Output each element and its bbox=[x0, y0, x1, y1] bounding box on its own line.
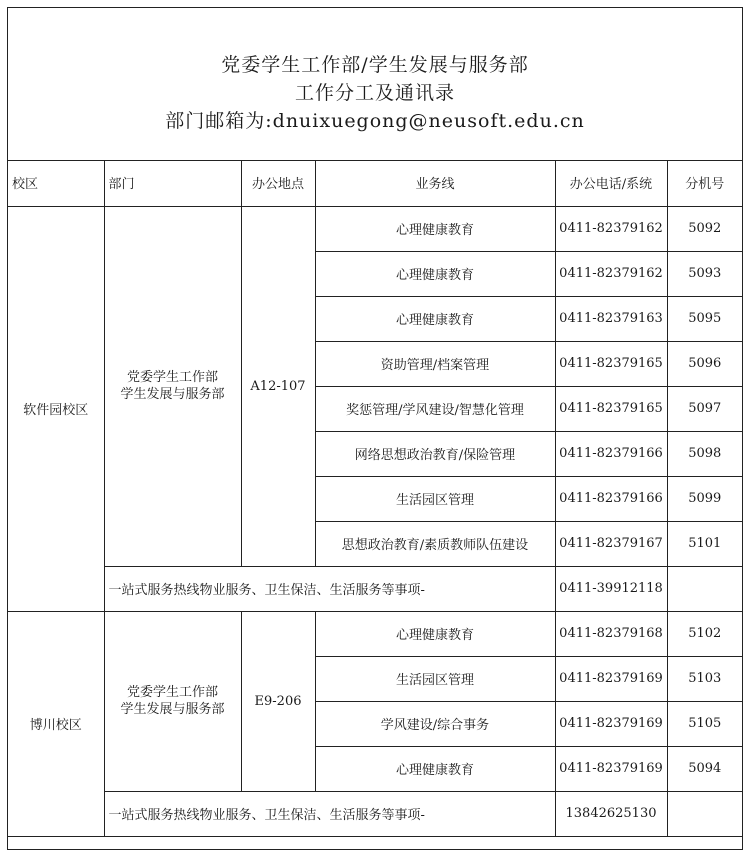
phone-cell: 0411-82379166 bbox=[555, 476, 667, 521]
business-cell: 心理健康教育 bbox=[315, 746, 555, 791]
business-cell: 生活园区管理 bbox=[315, 656, 555, 701]
header-row bbox=[8, 160, 742, 206]
dept-cell bbox=[104, 611, 241, 791]
contact-table bbox=[8, 160, 742, 837]
dept-line-2: 学生发展与服务部 bbox=[120, 387, 225, 402]
header-campus: 校区 bbox=[8, 160, 104, 206]
business-cell: 资助管理/档案管理 bbox=[315, 341, 555, 386]
header-ext: 分机号 bbox=[667, 160, 742, 206]
hotline-text: 一站式服务热线物业服务、卫生保洁、生活服务等事项- bbox=[104, 791, 555, 836]
phone-cell: 0411-82379169 bbox=[555, 746, 667, 791]
hotline-phone: 0411-39912118 bbox=[555, 566, 667, 611]
phone-cell: 0411-82379169 bbox=[555, 656, 667, 701]
ext-cell: 5097 bbox=[667, 386, 742, 431]
ext-cell: 5096 bbox=[667, 341, 742, 386]
hotline-text: 一站式服务热线物业服务、卫生保洁、生活服务等事项- bbox=[104, 566, 555, 611]
phone-cell: 0411-82379165 bbox=[555, 386, 667, 431]
ext-cell: 5098 bbox=[667, 431, 742, 476]
hotline-row bbox=[8, 791, 742, 836]
phone-cell: 0411-82379169 bbox=[555, 701, 667, 746]
business-cell: 心理健康教育 bbox=[315, 206, 555, 251]
title-line-1: 党委学生工作部/学生发展与服务部 bbox=[221, 54, 529, 76]
business-cell: 心理健康教育 bbox=[315, 251, 555, 296]
table-row bbox=[8, 206, 742, 251]
business-cell: 网络思想政治教育/保险管理 bbox=[315, 431, 555, 476]
dept-cell bbox=[104, 206, 241, 566]
dept-line-1: 党委学生工作部 bbox=[126, 370, 218, 385]
office-cell: A12-107 bbox=[241, 206, 315, 566]
dept-line-1: 党委学生工作部 bbox=[126, 685, 218, 700]
ext-cell: 5105 bbox=[667, 701, 742, 746]
header-office: 办公地点 bbox=[241, 160, 315, 206]
business-cell: 心理健康教育 bbox=[315, 296, 555, 341]
hotline-ext-empty bbox=[667, 566, 742, 611]
phone-cell: 0411-82379167 bbox=[555, 521, 667, 566]
ext-cell: 5099 bbox=[667, 476, 742, 521]
title-block bbox=[8, 8, 742, 161]
ext-cell: 5101 bbox=[667, 521, 742, 566]
ext-cell: 5094 bbox=[667, 746, 742, 791]
office-cell: E9-206 bbox=[241, 611, 315, 791]
ext-cell: 5102 bbox=[667, 611, 742, 656]
phone-cell: 0411-82379168 bbox=[555, 611, 667, 656]
header-dept: 部门 bbox=[104, 160, 241, 206]
title-line-3-email: 部门邮箱为:dnuixuegong@neusoft.edu.cn bbox=[165, 110, 585, 132]
business-cell: 奖惩管理/学风建设/智慧化管理 bbox=[315, 386, 555, 431]
business-cell: 生活园区管理 bbox=[315, 476, 555, 521]
business-cell: 思想政治教育/素质教师队伍建设 bbox=[315, 521, 555, 566]
business-cell: 学风建设/综合事务 bbox=[315, 701, 555, 746]
hotline-ext-empty bbox=[667, 791, 742, 836]
title-line-2: 工作分工及通讯录 bbox=[294, 82, 455, 104]
phone-cell: 0411-82379162 bbox=[555, 251, 667, 296]
phone-cell: 0411-82379165 bbox=[555, 341, 667, 386]
directory-sheet bbox=[7, 7, 743, 850]
phone-cell: 0411-82379166 bbox=[555, 431, 667, 476]
table-row bbox=[8, 611, 742, 656]
header-phone: 办公电话/系统 bbox=[555, 160, 667, 206]
phone-cell: 0411-82379162 bbox=[555, 206, 667, 251]
ext-cell: 5103 bbox=[667, 656, 742, 701]
phone-cell: 0411-82379163 bbox=[555, 296, 667, 341]
business-cell: 心理健康教育 bbox=[315, 611, 555, 656]
dept-line-2: 学生发展与服务部 bbox=[120, 702, 225, 717]
ext-cell: 5095 bbox=[667, 296, 742, 341]
hotline-phone: 13842625130 bbox=[555, 791, 667, 836]
ext-cell: 5092 bbox=[667, 206, 742, 251]
ext-cell: 5093 bbox=[667, 251, 742, 296]
hotline-row bbox=[8, 566, 742, 611]
campus-name-cell: 博川校区 bbox=[8, 611, 104, 836]
campus-name-cell: 软件园校区 bbox=[8, 206, 104, 611]
header-business: 业务线 bbox=[315, 160, 555, 206]
